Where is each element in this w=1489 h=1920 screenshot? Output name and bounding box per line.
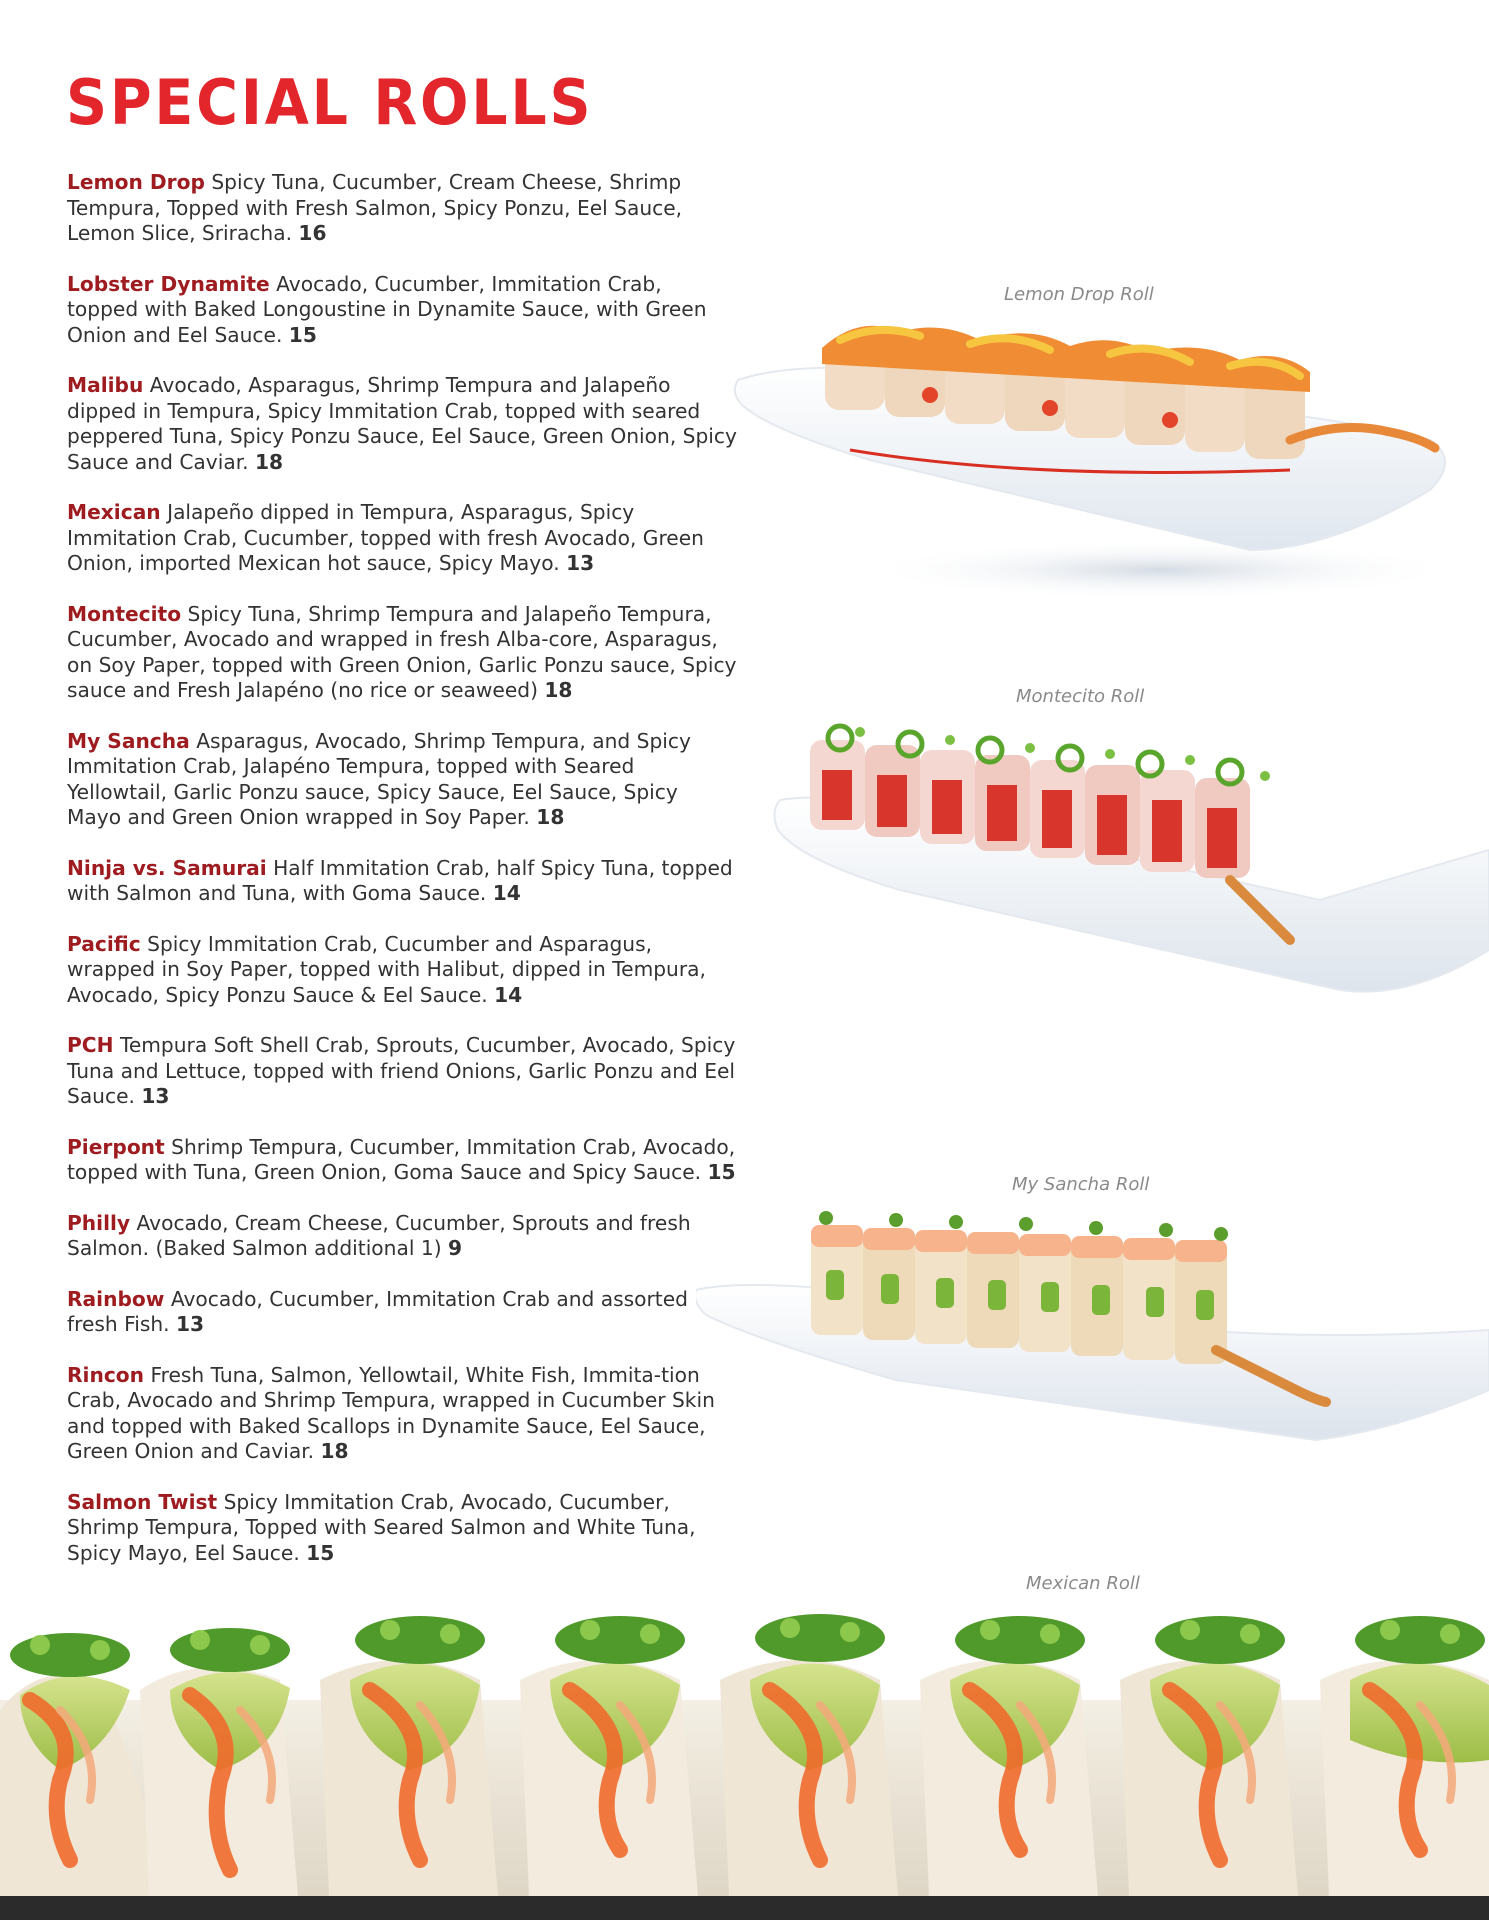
item-price: 18 (320, 1439, 349, 1463)
item-name: Montecito (67, 601, 182, 626)
item-price: 18 (544, 678, 573, 702)
item-price: 18 (536, 805, 565, 829)
item-description: Avocado, Cucumber, Immitation Crab, topped with Baked Longoustine in Dynamite Sauce, with Green Onion and Eel Sauce. (67, 271, 707, 347)
item-name: Rincon (67, 1362, 145, 1387)
montecito-roll-photo (760, 700, 1489, 1020)
menu-item (67, 1287, 737, 1338)
item-description: Avocado, Cucumber, Immitation Crab and assorted fresh Fish. (67, 1286, 688, 1336)
item-description: Avocado, Cream Cheese, Cucumber, Sprouts and fresh Salmon. (Baked Salmon additional 1) (67, 1210, 691, 1260)
item-price: 13 (141, 1084, 170, 1108)
item-price: 14 (492, 881, 521, 905)
menu-item (67, 856, 737, 907)
item-name: PCH (67, 1033, 114, 1057)
menu-item (67, 1363, 737, 1465)
item-name: Mexican (67, 500, 161, 524)
photo-caption-montecito: Montecito Roll (1016, 686, 1145, 707)
item-description: Half Immitation Crab, half Spicy Tuna, topped with Salmon and Tuna, with Goma Sauce. (67, 855, 733, 905)
menu-item (67, 602, 737, 704)
photo-caption-lemon-drop: Lemon Drop Roll (1004, 284, 1154, 305)
item-name: Ninja vs. Samurai (67, 855, 267, 880)
menu-item (67, 1135, 737, 1186)
item-name: Salmon Twist (67, 1489, 218, 1514)
menu-item (67, 272, 737, 349)
roll-pieces (0, 1614, 1489, 1920)
item-name: Pierpont (67, 1134, 165, 1159)
item-description: Tempura Soft Shell Crab, Sprouts, Cucumber, Avocado, Spicy Tuna and Lettuce, topped with friend Onions, Garlic Ponzu and Eel Sauce. (67, 1033, 736, 1108)
mexican-roll-photo (0, 1600, 1489, 1920)
menu-item (67, 373, 737, 475)
menu-item (67, 500, 737, 577)
lemon-drop-roll-photo (730, 300, 1470, 620)
item-price: 14 (494, 982, 523, 1007)
item-name: Lobster Dynamite (67, 271, 270, 296)
item-description: Spicy Tuna, Shrimp Tempura and Jalapeño Tempura, Cucumber, Avocado and wrapped in fresh Alba-core, Asparagus, on Soy Paper, topped with Green Onion, Garlic Ponzu sauce, Spicy sauce and Fresh Jalapéno (no rice or seaweed) (67, 601, 737, 702)
item-price: 16 (298, 221, 327, 245)
item-description: Spicy Immitation Crab, Cucumber and Asparagus, wrapped in Soy Paper, topped with Halibut, dipped in Tempura, Avocado, Spicy Ponzu Sauce & Eel Sauce. (67, 931, 706, 1007)
item-price: 9 (448, 1236, 463, 1260)
item-description: Spicy Immitation Crab, Avocado, Cucumber, Shrimp Tempura, Topped with Seared Salmon and White Tuna, Spicy Mayo, Eel Sauce. (67, 1489, 696, 1565)
menu-list (67, 170, 737, 1591)
item-name: Rainbow (67, 1286, 165, 1311)
item-price: 13 (566, 551, 595, 575)
photo-caption-my-sancha: My Sancha Roll (1012, 1174, 1150, 1195)
item-price: 15 (288, 322, 317, 347)
item-price: 15 (707, 1160, 736, 1184)
menu-item (67, 1211, 737, 1262)
item-description: Spicy Tuna, Cucumber, Cream Cheese, Shrimp Tempura, Topped with Fresh Salmon, Spicy Ponzu, Eel Sauce, Lemon Slice, Sriracha. (67, 170, 683, 245)
item-description: Jalapeño dipped in Tempura, Asparagus, Spicy Immitation Crab, Cucumber, topped with fresh Avocado, Green Onion, imported Mexican hot sauce, Spicy Mayo. (67, 500, 704, 575)
item-name: Lemon Drop (67, 170, 205, 194)
photo-caption-mexican: Mexican Roll (1026, 1573, 1140, 1594)
page-title: SPECIAL ROLLS (66, 66, 594, 139)
item-description: Fresh Tuna, Salmon, Yellowtail, White Fish, Immita-tion Crab, Avocado and Shrimp Tempura, wrapped in Cucumber Skin and topped with Baked Scallops in Dynamite Sauce, Eel Sauce, Green Onion and Caviar. (67, 1362, 715, 1463)
item-description: Avocado, Asparagus, Shrimp Tempura and Jalapeño dipped in Tempura, Spicy Immitation Crab, topped with seared peppered Tuna, Spicy Ponzu Sauce, Eel Sauce, Green Onion, Spicy Sauce and Caviar. (67, 373, 737, 474)
item-price: 13 (176, 1312, 205, 1336)
item-name: Philly (67, 1210, 131, 1235)
item-price: 15 (306, 1540, 335, 1565)
item-description: Shrimp Tempura, Cucumber, Immitation Crab, Avocado, topped with Tuna, Green Onion, Goma Sauce and Spicy Sauce. (67, 1134, 736, 1184)
item-name: My Sancha (67, 728, 190, 753)
item-description: Asparagus, Avocado, Shrimp Tempura, and Spicy Immitation Crab, Jalapéno Tempura, topped with Seared Yellowtail, Garlic Ponzu sauce, Spicy Sauce, Eel Sauce, Spicy Mayo and Green Onion wrapped in Soy Paper. (67, 728, 691, 829)
item-name: Malibu (67, 373, 144, 397)
my-sancha-roll-photo (696, 1190, 1489, 1460)
menu-item (67, 1033, 737, 1110)
menu-item (67, 170, 737, 247)
item-name: Pacific (67, 931, 141, 956)
menu-item (67, 729, 737, 831)
menu-item (67, 932, 737, 1009)
item-price: 18 (255, 449, 284, 474)
menu-item (67, 1490, 737, 1567)
